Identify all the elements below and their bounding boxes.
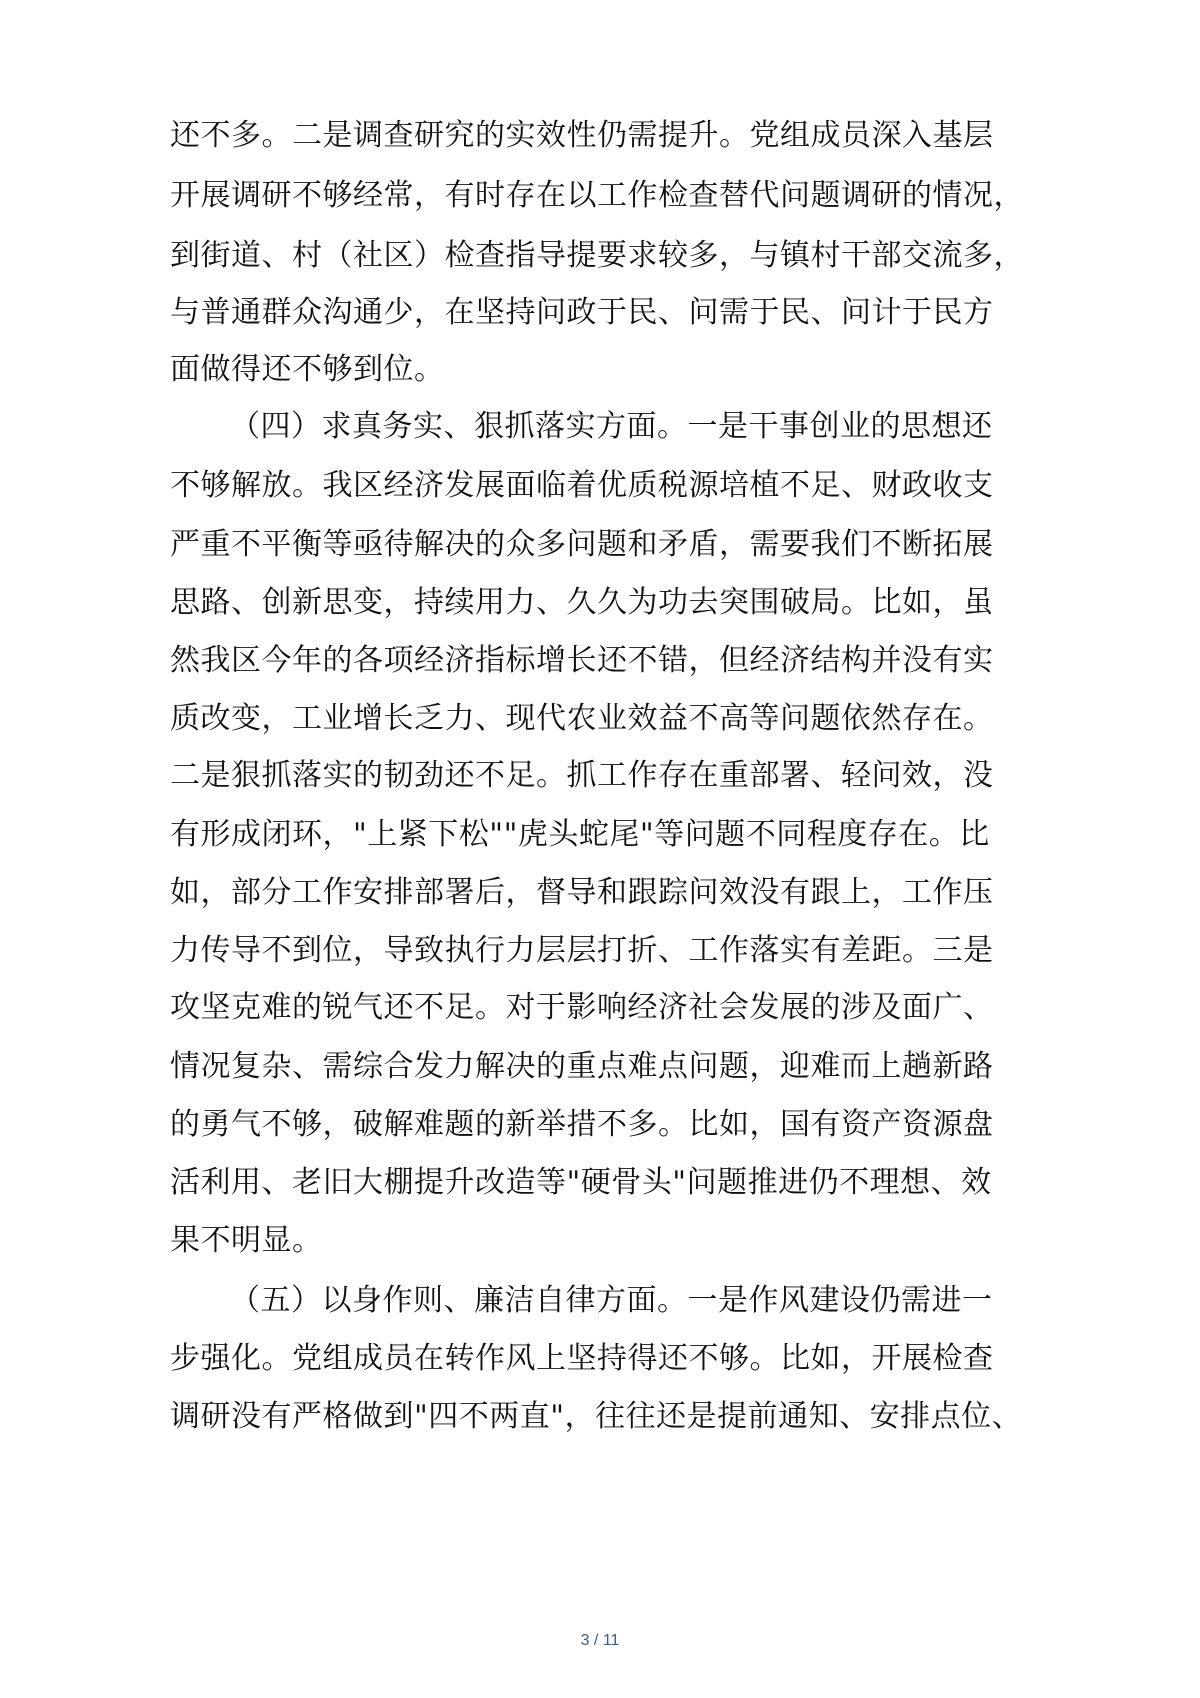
text-line: 质改变，工业增长乏力、现代农业效益不高等问题依然存在。 bbox=[170, 701, 994, 736]
text-line: 果不明显。 bbox=[170, 1223, 323, 1258]
text-line: 的勇气不够，破解难题的新举措不多。比如，国有资产资源盘 bbox=[170, 1107, 994, 1142]
text-line: 力传导不到位，导致执行力层层打折、工作落实有差距。三是 bbox=[170, 933, 994, 968]
text-line: 情况复杂、需综合发力解决的重点难点问题，迎难而上趟新路 bbox=[170, 1049, 994, 1084]
section-heading-5: （五）以身作则、廉洁自律方面。一是作风建设仍需进一 bbox=[230, 1283, 993, 1318]
text-line: 如，部分工作安排部署后，督导和跟踪问效没有跟上，工作压 bbox=[170, 875, 994, 910]
text-line: 调研没有严格做到"四不两直"，往往还是提前通知、安排点位、 bbox=[170, 1399, 1023, 1434]
text-line: 有形成闭环，"上紧下松""虎头蛇尾"等问题不同程度存在。比 bbox=[170, 817, 990, 852]
text-line: 开展调研不够经常，有时存在以工作检查替代问题调研的情况， bbox=[170, 178, 1024, 213]
section-heading-4: （四）求真务实、狠抓落实方面。一是干事创业的思想还 bbox=[230, 409, 993, 444]
text-line: 面做得还不够到位。 bbox=[170, 352, 445, 387]
page-number: 3 / 11 bbox=[580, 1632, 620, 1649]
text-line: 活利用、老旧大棚提升改造等"硬骨头"问题推进仍不理想、效 bbox=[170, 1165, 992, 1200]
text-line: 然我区今年的各项经济指标增长还不错，但经济结构并没有实 bbox=[170, 643, 994, 678]
text-line: 不够解放。我区经济发展面临着优质税源培植不足、财政收支 bbox=[170, 468, 994, 503]
text-line: 步强化。党组成员在转作风上坚持得还不够。比如，开展检查 bbox=[170, 1341, 994, 1376]
text-line: 二是狠抓落实的韧劲还不足。抓工作存在重部署、轻问效，没 bbox=[170, 758, 994, 793]
text-line: 与普通群众沟通少，在坚持问政于民、问需于民、问计于民方 bbox=[170, 295, 994, 330]
text-line: 攻坚克难的锐气还不足。对于影响经济社会发展的涉及面广、 bbox=[170, 990, 994, 1025]
text-line: 还不多。二是调查研究的实效性仍需提升。党组成员深入基层 bbox=[170, 118, 994, 153]
text-line: 严重不平衡等亟待解决的众多问题和矛盾，需要我们不断拓展 bbox=[170, 527, 994, 562]
text-line: 思路、创新思变，持续用力、久久为功去突围破局。比如，虽 bbox=[170, 585, 994, 620]
text-line: 到街道、村（社区）检查指导提要求较多，与镇村干部交流多， bbox=[170, 238, 1024, 273]
